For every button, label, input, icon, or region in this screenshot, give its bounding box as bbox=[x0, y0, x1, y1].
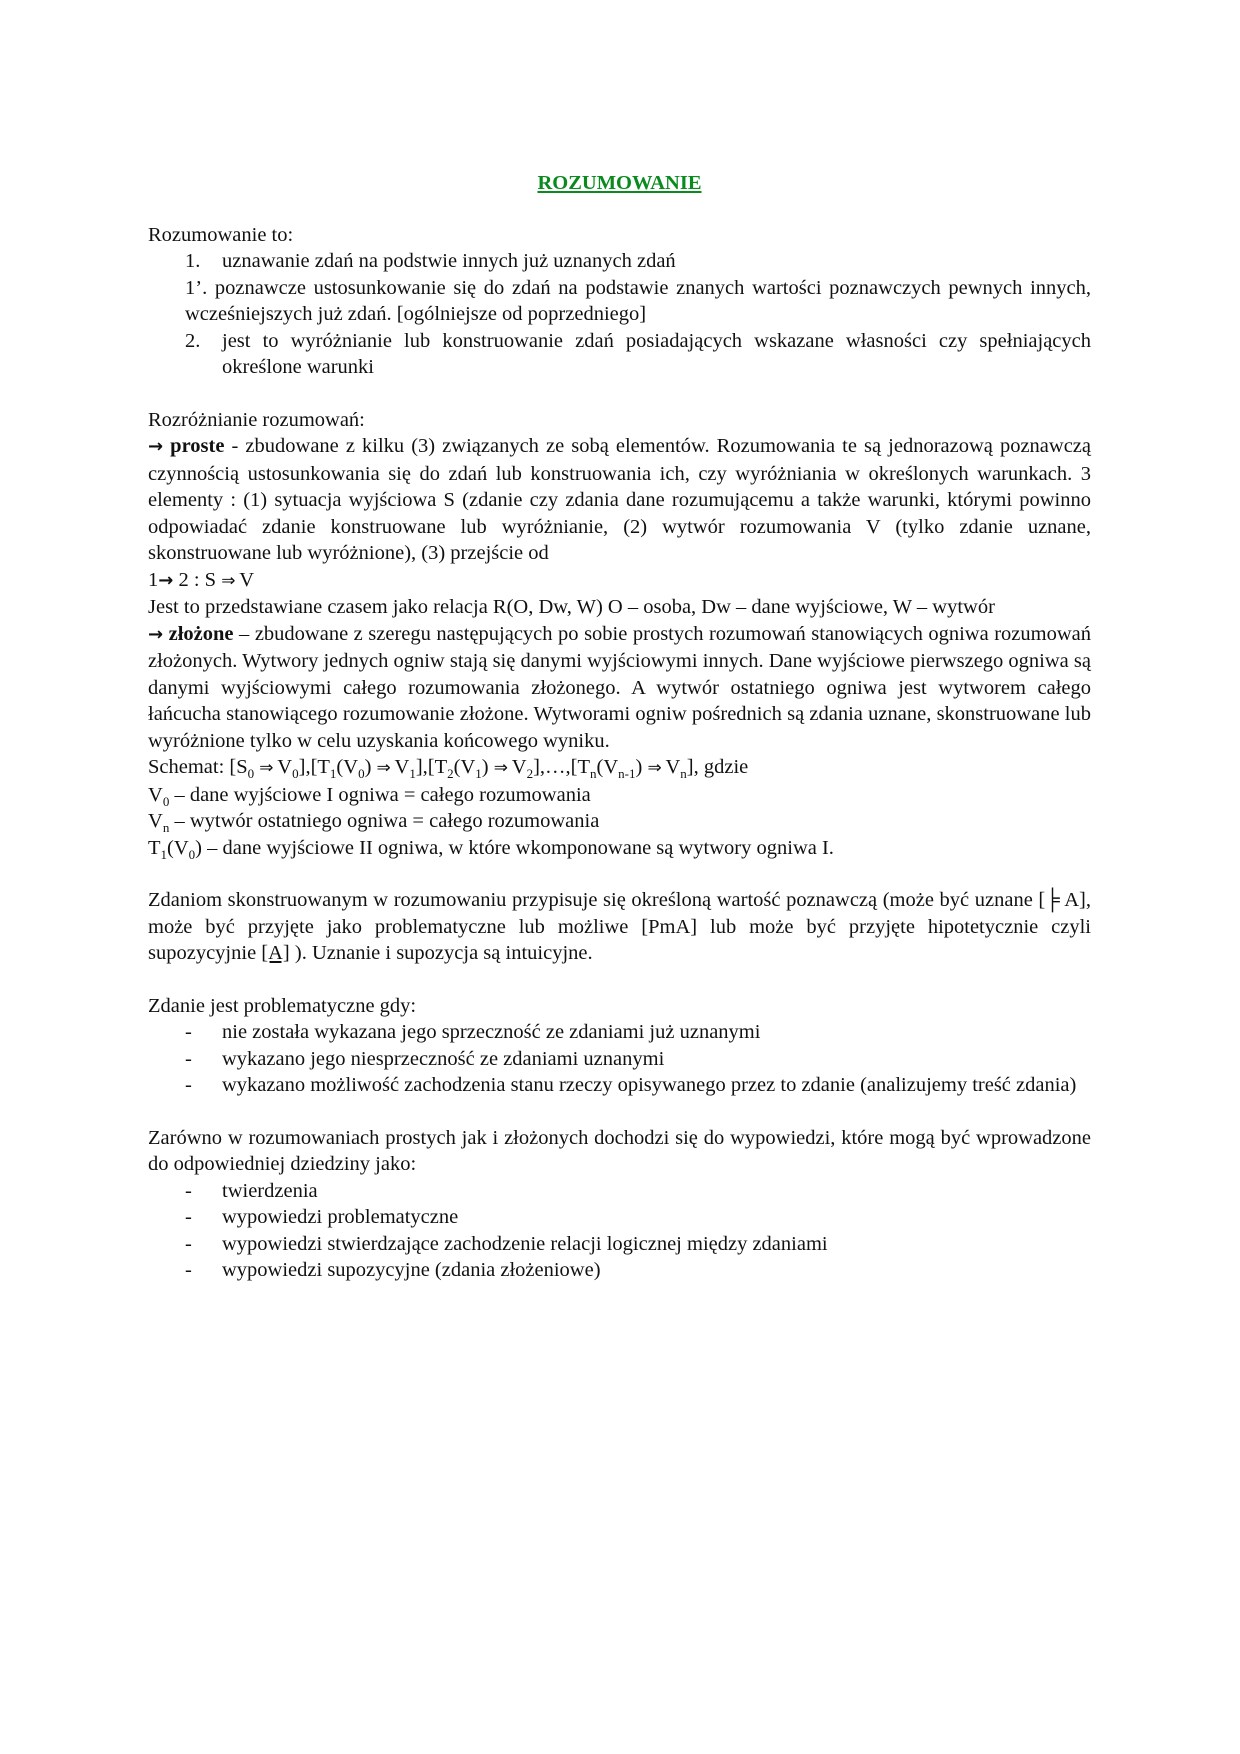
transition-text: 2 : S bbox=[173, 568, 222, 591]
paren: ) bbox=[635, 756, 643, 778]
list-item bbox=[148, 1204, 1091, 1231]
definition-item bbox=[148, 275, 1091, 328]
item-text: twierdzenia bbox=[222, 1179, 318, 1202]
problematic-heading: Zdanie jest problematyczne gdy: bbox=[148, 994, 417, 1017]
item-text: wykazano jego niesprzeczność ze zdaniami uznanymi bbox=[222, 1047, 665, 1070]
paren: ) bbox=[481, 756, 489, 778]
subscript: n bbox=[162, 820, 170, 836]
subscript: 1 bbox=[409, 766, 416, 782]
paren: ( bbox=[453, 756, 461, 778]
implies-arrow-icon: ⇒ bbox=[376, 758, 390, 778]
term-zlozone: złożone bbox=[168, 622, 234, 645]
paragraph-text: ). Uznanie i supozycja są intuicyjne. bbox=[289, 942, 593, 964]
subscript: 0 bbox=[247, 766, 255, 782]
zlozone-paragraph bbox=[148, 621, 1091, 755]
subscript: n bbox=[590, 766, 597, 782]
turnstile-symbol: ╞ bbox=[1045, 889, 1060, 911]
proste-paragraph bbox=[148, 433, 1091, 594]
where-text: ) – dane wyjściowe II ogniwa, w które wkomponowane są wytwory ogniwa I. bbox=[195, 836, 834, 859]
implies-arrow-icon: ⇒ bbox=[259, 758, 273, 778]
subscript: 1 bbox=[329, 766, 337, 782]
subscript: 2 bbox=[447, 766, 454, 782]
subscript: 0 bbox=[358, 766, 365, 782]
bracket: [ bbox=[570, 756, 578, 778]
subscript: 1 bbox=[475, 766, 482, 782]
intro-line: Rozumowanie to: bbox=[148, 223, 294, 246]
item-number: 1. bbox=[185, 250, 201, 272]
bullet-dash: - bbox=[185, 1232, 192, 1255]
item-text: wypowiedzi stwierdzające zachodzenie relacji logicznej między zdaniami bbox=[222, 1232, 828, 1255]
symbol: S bbox=[236, 756, 248, 778]
implies-arrow-icon: ⇒ bbox=[493, 758, 507, 778]
paren: ) bbox=[364, 756, 372, 778]
page-title: ROZUMOWANIE bbox=[537, 172, 702, 194]
symbol: V bbox=[460, 756, 476, 778]
bracket: [ bbox=[427, 756, 435, 778]
symbol: V bbox=[277, 756, 293, 778]
item-number: 2. bbox=[185, 329, 201, 352]
item-text: wykazano możliwość zachodzenia stanu rzeczy opisywanego przez to zdanie (analizujemy treść zdania) bbox=[222, 1074, 1077, 1096]
transition-end: V bbox=[234, 568, 255, 591]
right-arrow-icon: → bbox=[158, 569, 174, 591]
definition-list bbox=[148, 248, 1091, 381]
where-text: – dane wyjściowe I ogniwa = całego rozumowania bbox=[169, 783, 591, 806]
bracket: [ bbox=[310, 756, 318, 778]
bullet-dash: - bbox=[185, 1259, 192, 1281]
schema-line bbox=[148, 754, 1091, 782]
paren: ( bbox=[596, 756, 604, 778]
list-item bbox=[148, 1046, 1091, 1073]
bullet-dash: - bbox=[185, 1021, 192, 1043]
paragraph-text: Zdaniom skonstruowanym w rozumowaniu przypisuje się określoną wartość poznawczą (może być uznane [ bbox=[148, 889, 1046, 911]
symbol: T bbox=[317, 756, 330, 778]
bracket: ] bbox=[533, 756, 540, 778]
list-item bbox=[148, 1178, 1091, 1205]
problematic-list bbox=[148, 1019, 1091, 1099]
where-text: – wytwór ostatniego ogniwa = całego rozumowania bbox=[169, 810, 600, 832]
separator: , bbox=[305, 756, 311, 778]
distinction-heading: Rozróżnianie rozumowań: bbox=[148, 408, 365, 431]
right-arrow-icon: → bbox=[148, 436, 164, 457]
definition-text: 1’. poznawcze ustosunkowanie się do zdań na podstawie znanych wartości poznawczych pewnych innych, wcześniejszych już zdań. [ogólniejsze od poprzedniego] bbox=[185, 276, 1091, 325]
where-line bbox=[148, 835, 1091, 862]
schema-ending: , gdzie bbox=[693, 756, 749, 778]
right-arrow-icon: → bbox=[148, 623, 164, 645]
symbol: V bbox=[511, 756, 527, 778]
subscript: 0 bbox=[188, 846, 196, 862]
definition-item bbox=[148, 328, 1091, 381]
definition-text: uznawanie zdań na podstwie innych już uznanych zdań bbox=[222, 250, 676, 272]
separator: ,…, bbox=[539, 756, 571, 778]
bullet-dash: - bbox=[185, 1047, 192, 1070]
implies-arrow-icon: ⇒ bbox=[647, 758, 661, 778]
relation-paragraph: Jest to przedstawiane czasem jako relacja R(O, Dw, W) O – osoba, Dw – dane wyjściowe, W – wytwór bbox=[148, 596, 995, 618]
list-item bbox=[148, 1072, 1091, 1099]
separator: , bbox=[422, 756, 428, 778]
where-text: (V bbox=[167, 836, 189, 859]
underlined-symbol: [A] bbox=[261, 942, 290, 964]
proste-text: - zbudowane z kilku (3) związanych ze sobą elementów. Rozumowania te są jednorazową poznawczą czynnością ustosunkowania się do zdań lub konstruowania ich, czy wyróżniania w określonych warunkach. 3 elementy : (1) sytuacja wyjściowa S (zdanie czy zdania dane rozumującemu a także warunki, którymi powinno odpowiadać zdanie konstruowane lub wyróżnianie, (2) wytwór rozumowania V (tylko zdanie uznane, skonstruowane lub wyróżnione), (3) przejście od bbox=[148, 435, 1092, 564]
where-line bbox=[148, 808, 1091, 835]
definition-item bbox=[148, 248, 1091, 275]
bullet-dash: - bbox=[185, 1179, 192, 1202]
subscript: n-1 bbox=[618, 766, 636, 782]
symbol: T bbox=[148, 836, 161, 859]
symbol: V bbox=[343, 756, 359, 778]
symbol: T bbox=[434, 756, 448, 778]
symbol: V bbox=[603, 756, 619, 778]
paren: ( bbox=[336, 756, 344, 778]
value-paragraph bbox=[148, 887, 1091, 967]
bracket: ] bbox=[686, 756, 694, 778]
symbol: V bbox=[148, 783, 163, 806]
bullet-dash: - bbox=[185, 1206, 192, 1228]
zlozone-text: – zbudowane z szeregu następujących po sobie prostych rozumowań stanowiących ogniwa rozumowań złożonych. Wytwory jednych ogniw stają się danymi wyjściowymi innych. Dane wyjściowe pierwszego ogniwa są danymi wyjściowymi całego rozumowania złożonego. A wytwór ostatniego ogniwa jest wytworem całego łańcucha stanowiącego rozumowanie złożone. Wytworami ogniw pośrednich są zdania uznane, skonstruowane lub wyróżnione tylko w celu uzyskania końcowego wyniku. bbox=[148, 622, 1091, 752]
bracket: ] bbox=[415, 756, 423, 778]
item-text: wypowiedzi supozycyjne (zdania złożeniowe) bbox=[222, 1259, 601, 1281]
term-proste: proste bbox=[170, 435, 225, 457]
where-line bbox=[148, 782, 1091, 809]
final-paragraph: Zarówno w rozumowaniach prostych jak i złożonych dochodzi się do wypowiedzi, które mogą być wprowadzone do odpowiedniej dziedziny jako: bbox=[148, 1126, 1091, 1175]
subscript: 0 bbox=[292, 766, 299, 782]
final-list bbox=[148, 1178, 1091, 1284]
symbol: V bbox=[394, 756, 410, 778]
bracket: [ bbox=[229, 756, 237, 778]
symbol: T bbox=[577, 756, 591, 778]
transition-start: 1 bbox=[148, 568, 159, 591]
subscript: 0 bbox=[162, 793, 170, 809]
symbol: V bbox=[665, 756, 681, 778]
list-item bbox=[148, 1231, 1091, 1258]
symbol: V bbox=[148, 810, 163, 832]
item-text: wypowiedzi problematyczne bbox=[222, 1206, 459, 1228]
item-text: nie została wykazana jego sprzeczność ze zdaniami już uznanymi bbox=[222, 1021, 761, 1043]
schema-label: Schemat: bbox=[148, 756, 230, 778]
subscript: 1 bbox=[160, 846, 168, 862]
list-item bbox=[148, 1019, 1091, 1046]
bracket: ] bbox=[298, 756, 306, 778]
implies-arrow-icon: ⇒ bbox=[221, 570, 235, 591]
subscript: 2 bbox=[526, 766, 534, 782]
paragraph-text: A], może być przyjęte jako problematyczne lub możliwe [PmA] lub może być przyjęte hipotetycznie czyli supozycyjnie bbox=[148, 889, 1091, 964]
definition-text: jest to wyróżnianie lub konstruowanie zdań posiadających wskazane własności czy spełniających określone warunki bbox=[222, 329, 1091, 378]
document-page bbox=[148, 170, 1091, 1284]
subscript: n bbox=[680, 766, 687, 782]
bullet-dash: - bbox=[185, 1074, 192, 1096]
list-item bbox=[148, 1257, 1091, 1284]
